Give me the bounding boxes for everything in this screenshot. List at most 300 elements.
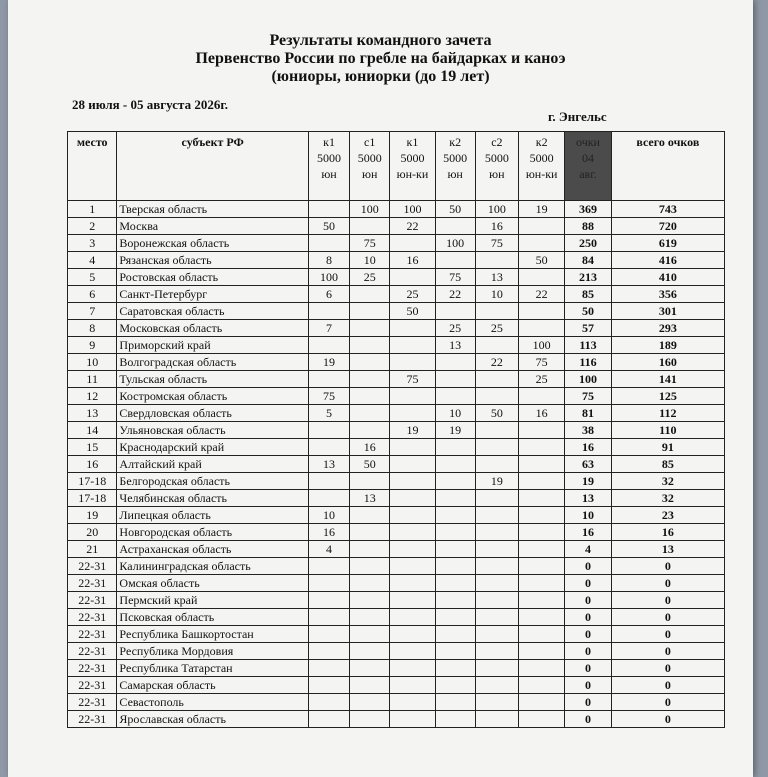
c1-jun-cell xyxy=(350,711,390,728)
k1-jun-cell: 4 xyxy=(308,541,349,558)
points-cell: 116 xyxy=(565,354,611,371)
k1-junki-cell xyxy=(390,592,435,609)
region-cell: Самарская область xyxy=(117,677,309,694)
c1-jun-cell xyxy=(350,524,390,541)
total-cell: 0 xyxy=(611,575,724,592)
k1-junki-cell xyxy=(390,456,435,473)
k1-jun-cell xyxy=(308,439,349,456)
c2-jun-cell xyxy=(475,456,518,473)
region-cell: Челябинская область xyxy=(117,490,309,507)
k1-jun-cell xyxy=(308,422,349,439)
header-row xyxy=(68,132,725,201)
c2-jun-cell xyxy=(475,337,518,354)
region-cell: Тверская область xyxy=(117,201,309,218)
points-cell: 88 xyxy=(565,218,611,235)
k1-jun-cell xyxy=(308,303,349,320)
c2-jun-cell xyxy=(475,541,518,558)
place-cell: 22-31 xyxy=(68,711,117,728)
col-k1-jun: к1 5000 юн xyxy=(308,132,349,201)
total-cell: 16 xyxy=(611,524,724,541)
k1-jun-cell xyxy=(308,371,349,388)
k2-junki-cell xyxy=(519,473,565,490)
k1-jun-cell xyxy=(308,490,349,507)
place-cell: 17-18 xyxy=(68,473,117,490)
points-cell: 38 xyxy=(565,422,611,439)
total-cell: 293 xyxy=(611,320,724,337)
table-row xyxy=(68,456,725,473)
c1-jun-cell xyxy=(350,541,390,558)
place-cell: 6 xyxy=(68,286,117,303)
total-cell: 91 xyxy=(611,439,724,456)
points-cell: 0 xyxy=(565,694,611,711)
k2-junki-cell xyxy=(519,711,565,728)
region-cell: Московская область xyxy=(117,320,309,337)
k2-junki-cell: 16 xyxy=(519,405,565,422)
k1-jun-cell xyxy=(308,337,349,354)
region-cell: Саратовская область xyxy=(117,303,309,320)
col-points-aug4: очки 04 авг. xyxy=(565,132,611,201)
k2-jun-cell: 25 xyxy=(435,320,475,337)
region-cell: Костромская область xyxy=(117,388,309,405)
region-cell: Омская область xyxy=(117,575,309,592)
k2-jun-cell xyxy=(435,626,475,643)
k1-junki-cell: 100 xyxy=(390,201,435,218)
total-cell: 0 xyxy=(611,660,724,677)
k1-jun-cell: 50 xyxy=(308,218,349,235)
k2-jun-cell xyxy=(435,490,475,507)
points-cell: 0 xyxy=(565,609,611,626)
k1-jun-cell xyxy=(308,592,349,609)
total-cell: 356 xyxy=(611,286,724,303)
total-cell: 720 xyxy=(611,218,724,235)
k1-junki-cell xyxy=(390,711,435,728)
table-row xyxy=(68,677,725,694)
k1-jun-cell xyxy=(308,558,349,575)
k1-jun-cell: 75 xyxy=(308,388,349,405)
k2-jun-cell xyxy=(435,694,475,711)
k2-junki-cell xyxy=(519,592,565,609)
points-cell: 84 xyxy=(565,252,611,269)
place-cell: 16 xyxy=(68,456,117,473)
document-category: (юниоры, юниорки (до 19 лет) xyxy=(271,68,490,85)
k2-junki-cell xyxy=(519,507,565,524)
total-cell: 301 xyxy=(611,303,724,320)
k2-junki-cell: 25 xyxy=(519,371,565,388)
col-c1-jun: с1 5000 юн xyxy=(350,132,390,201)
k2-junki-cell xyxy=(519,388,565,405)
total-cell: 0 xyxy=(611,694,724,711)
table-row xyxy=(68,201,725,218)
points-cell: 113 xyxy=(565,337,611,354)
region-cell: Калининградская область xyxy=(117,558,309,575)
k2-junki-cell xyxy=(519,558,565,575)
points-cell: 100 xyxy=(565,371,611,388)
total-cell: 189 xyxy=(611,337,724,354)
points-cell: 4 xyxy=(565,541,611,558)
table-row xyxy=(68,320,725,337)
total-cell: 112 xyxy=(611,405,724,422)
k1-jun-cell xyxy=(308,235,349,252)
table-row xyxy=(68,286,725,303)
k1-jun-cell: 19 xyxy=(308,354,349,371)
points-cell: 57 xyxy=(565,320,611,337)
total-cell: 141 xyxy=(611,371,724,388)
table-row xyxy=(68,524,725,541)
table-row xyxy=(68,337,725,354)
k2-jun-cell: 75 xyxy=(435,269,475,286)
place-cell: 3 xyxy=(68,235,117,252)
c1-jun-cell: 100 xyxy=(350,201,390,218)
points-cell: 0 xyxy=(565,592,611,609)
k1-junki-cell xyxy=(390,507,435,524)
k2-junki-cell xyxy=(519,269,565,286)
table-row xyxy=(68,388,725,405)
k1-jun-cell: 10 xyxy=(308,507,349,524)
region-cell: Приморский край xyxy=(117,337,309,354)
c2-jun-cell xyxy=(475,388,518,405)
k1-junki-cell: 16 xyxy=(390,252,435,269)
c1-jun-cell xyxy=(350,218,390,235)
k2-jun-cell: 13 xyxy=(435,337,475,354)
k1-junki-cell xyxy=(390,609,435,626)
c2-jun-cell: 100 xyxy=(475,201,518,218)
place-cell: 22-31 xyxy=(68,575,117,592)
place-cell: 8 xyxy=(68,320,117,337)
region-cell: Краснодарский край xyxy=(117,439,309,456)
k2-junki-cell xyxy=(519,490,565,507)
table-row xyxy=(68,303,725,320)
points-cell: 0 xyxy=(565,626,611,643)
k2-jun-cell: 19 xyxy=(435,422,475,439)
c2-jun-cell: 22 xyxy=(475,354,518,371)
k2-jun-cell: 22 xyxy=(435,286,475,303)
k1-junki-cell xyxy=(390,388,435,405)
c2-jun-cell xyxy=(475,422,518,439)
c2-jun-cell: 75 xyxy=(475,235,518,252)
total-cell: 0 xyxy=(611,609,724,626)
total-cell: 743 xyxy=(611,201,724,218)
place-cell: 22-31 xyxy=(68,677,117,694)
region-cell: Липецкая область xyxy=(117,507,309,524)
c1-jun-cell xyxy=(350,320,390,337)
place-cell: 20 xyxy=(68,524,117,541)
k1-jun-cell xyxy=(308,609,349,626)
table-row xyxy=(68,235,725,252)
k1-junki-cell xyxy=(390,490,435,507)
points-cell: 0 xyxy=(565,643,611,660)
k2-jun-cell xyxy=(435,252,475,269)
region-cell: Астраханская область xyxy=(117,541,309,558)
k1-junki-cell xyxy=(390,320,435,337)
total-cell: 160 xyxy=(611,354,724,371)
event-city: г. Энгельс xyxy=(548,109,607,124)
table-row xyxy=(68,490,725,507)
col-k2-junki: к2 5000 юн-ки xyxy=(519,132,565,201)
k1-junki-cell xyxy=(390,694,435,711)
table-row xyxy=(68,626,725,643)
total-cell: 125 xyxy=(611,388,724,405)
k1-junki-cell xyxy=(390,473,435,490)
c2-jun-cell xyxy=(475,439,518,456)
points-cell: 213 xyxy=(565,269,611,286)
place-cell: 22-31 xyxy=(68,592,117,609)
col-place: место xyxy=(68,132,117,201)
c1-jun-cell: 13 xyxy=(350,490,390,507)
table-row xyxy=(68,575,725,592)
c2-jun-cell xyxy=(475,558,518,575)
k2-jun-cell: 50 xyxy=(435,201,475,218)
col-c2-jun: с2 5000 юн xyxy=(475,132,518,201)
region-cell: Воронежская область xyxy=(117,235,309,252)
k2-jun-cell xyxy=(435,558,475,575)
c1-jun-cell: 75 xyxy=(350,235,390,252)
k2-jun-cell: 100 xyxy=(435,235,475,252)
k2-junki-cell xyxy=(519,541,565,558)
c2-jun-cell xyxy=(475,252,518,269)
region-cell: Пермский край xyxy=(117,592,309,609)
points-cell: 85 xyxy=(565,286,611,303)
place-cell: 19 xyxy=(68,507,117,524)
k2-junki-cell xyxy=(519,439,565,456)
k1-junki-cell xyxy=(390,643,435,660)
c1-jun-cell xyxy=(350,286,390,303)
table-row xyxy=(68,541,725,558)
k2-junki-cell xyxy=(519,609,565,626)
c1-jun-cell xyxy=(350,660,390,677)
document-subtitle: Первенство России по гребле на байдарках и каноэ xyxy=(195,50,566,67)
k2-junki-cell xyxy=(519,575,565,592)
k1-junki-cell xyxy=(390,558,435,575)
k1-junki-cell xyxy=(390,575,435,592)
k2-junki-cell: 75 xyxy=(519,354,565,371)
c2-jun-cell: 25 xyxy=(475,320,518,337)
c1-jun-cell xyxy=(350,507,390,524)
points-cell: 0 xyxy=(565,677,611,694)
k2-junki-cell xyxy=(519,643,565,660)
k2-jun-cell xyxy=(435,456,475,473)
place-cell: 15 xyxy=(68,439,117,456)
total-cell: 13 xyxy=(611,541,724,558)
c1-jun-cell xyxy=(350,405,390,422)
c2-jun-cell xyxy=(475,371,518,388)
k2-jun-cell xyxy=(435,388,475,405)
total-cell: 23 xyxy=(611,507,724,524)
total-cell: 0 xyxy=(611,643,724,660)
place-cell: 5 xyxy=(68,269,117,286)
c2-jun-cell xyxy=(475,609,518,626)
k1-jun-cell: 100 xyxy=(308,269,349,286)
k1-junki-cell xyxy=(390,337,435,354)
c2-jun-cell xyxy=(475,643,518,660)
k1-junki-cell xyxy=(390,626,435,643)
k1-jun-cell: 7 xyxy=(308,320,349,337)
table-row xyxy=(68,558,725,575)
total-cell: 0 xyxy=(611,711,724,728)
place-cell: 4 xyxy=(68,252,117,269)
k1-jun-cell: 8 xyxy=(308,252,349,269)
total-cell: 110 xyxy=(611,422,724,439)
c1-jun-cell xyxy=(350,388,390,405)
total-cell: 32 xyxy=(611,490,724,507)
c1-jun-cell xyxy=(350,473,390,490)
c1-jun-cell: 10 xyxy=(350,252,390,269)
k2-junki-cell xyxy=(519,320,565,337)
c2-jun-cell: 13 xyxy=(475,269,518,286)
col-k1-junki: к1 5000 юн-ки xyxy=(390,132,435,201)
k1-junki-cell xyxy=(390,269,435,286)
total-cell: 619 xyxy=(611,235,724,252)
c1-jun-cell: 25 xyxy=(350,269,390,286)
col-k2-jun: к2 5000 юн xyxy=(435,132,475,201)
k1-junki-cell xyxy=(390,660,435,677)
total-cell: 416 xyxy=(611,252,724,269)
region-cell: Севастополь xyxy=(117,694,309,711)
region-cell: Республика Башкортостан xyxy=(117,626,309,643)
c2-jun-cell xyxy=(475,592,518,609)
k1-junki-cell xyxy=(390,541,435,558)
k1-jun-cell xyxy=(308,643,349,660)
k2-junki-cell xyxy=(519,677,565,694)
c1-jun-cell xyxy=(350,303,390,320)
k2-jun-cell xyxy=(435,677,475,694)
k1-jun-cell: 16 xyxy=(308,524,349,541)
k1-junki-cell: 75 xyxy=(390,371,435,388)
k1-jun-cell xyxy=(308,660,349,677)
points-cell: 0 xyxy=(565,711,611,728)
k2-jun-cell xyxy=(435,711,475,728)
k2-jun-cell xyxy=(435,303,475,320)
k2-junki-cell: 50 xyxy=(519,252,565,269)
c1-jun-cell xyxy=(350,626,390,643)
c1-jun-cell xyxy=(350,677,390,694)
k2-junki-cell xyxy=(519,694,565,711)
region-cell: Псковская область xyxy=(117,609,309,626)
c2-jun-cell: 50 xyxy=(475,405,518,422)
c2-jun-cell xyxy=(475,490,518,507)
region-cell: Ярославская область xyxy=(117,711,309,728)
place-cell: 21 xyxy=(68,541,117,558)
points-cell: 369 xyxy=(565,201,611,218)
place-cell: 22-31 xyxy=(68,558,117,575)
k1-junki-cell: 19 xyxy=(390,422,435,439)
table-row xyxy=(68,422,725,439)
k1-junki-cell: 50 xyxy=(390,303,435,320)
table-row xyxy=(68,694,725,711)
k2-jun-cell xyxy=(435,660,475,677)
table-row xyxy=(68,405,725,422)
k2-junki-cell xyxy=(519,235,565,252)
c1-jun-cell xyxy=(350,609,390,626)
k1-jun-cell: 5 xyxy=(308,405,349,422)
k2-junki-cell: 100 xyxy=(519,337,565,354)
c1-jun-cell xyxy=(350,422,390,439)
region-cell: Свердловская область xyxy=(117,405,309,422)
region-cell: Республика Мордовия xyxy=(117,643,309,660)
region-cell: Новгородская область xyxy=(117,524,309,541)
region-cell: Москва xyxy=(117,218,309,235)
place-cell: 11 xyxy=(68,371,117,388)
table-row xyxy=(68,660,725,677)
c1-jun-cell xyxy=(350,694,390,711)
total-cell: 85 xyxy=(611,456,724,473)
points-cell: 250 xyxy=(565,235,611,252)
points-cell: 81 xyxy=(565,405,611,422)
points-cell: 75 xyxy=(565,388,611,405)
table-row xyxy=(68,371,725,388)
region-cell: Белгородская область xyxy=(117,473,309,490)
c1-jun-cell xyxy=(350,337,390,354)
table-row xyxy=(68,439,725,456)
k1-junki-cell xyxy=(390,439,435,456)
total-cell: 0 xyxy=(611,677,724,694)
c1-jun-cell xyxy=(350,558,390,575)
k2-junki-cell xyxy=(519,422,565,439)
k1-junki-cell xyxy=(390,354,435,371)
k2-jun-cell: 10 xyxy=(435,405,475,422)
k1-jun-cell xyxy=(308,711,349,728)
place-cell: 12 xyxy=(68,388,117,405)
c1-jun-cell xyxy=(350,371,390,388)
table-row xyxy=(68,643,725,660)
k2-junki-cell xyxy=(519,524,565,541)
c1-jun-cell xyxy=(350,592,390,609)
k1-jun-cell: 13 xyxy=(308,456,349,473)
k2-jun-cell xyxy=(435,609,475,626)
k1-junki-cell: 22 xyxy=(390,218,435,235)
c2-jun-cell xyxy=(475,507,518,524)
document-title: Результаты командного зачета xyxy=(269,32,492,49)
place-cell: 17-18 xyxy=(68,490,117,507)
place-cell: 22-31 xyxy=(68,626,117,643)
place-cell: 22-31 xyxy=(68,643,117,660)
c1-jun-cell xyxy=(350,575,390,592)
k2-junki-cell xyxy=(519,626,565,643)
k2-jun-cell xyxy=(435,439,475,456)
k2-jun-cell xyxy=(435,218,475,235)
k1-junki-cell xyxy=(390,677,435,694)
k2-jun-cell xyxy=(435,643,475,660)
c2-jun-cell xyxy=(475,626,518,643)
points-cell: 0 xyxy=(565,558,611,575)
k1-jun-cell xyxy=(308,677,349,694)
k1-junki-cell xyxy=(390,405,435,422)
k1-jun-cell xyxy=(308,575,349,592)
k1-junki-cell: 25 xyxy=(390,286,435,303)
place-cell: 9 xyxy=(68,337,117,354)
k1-jun-cell: 6 xyxy=(308,286,349,303)
c2-jun-cell xyxy=(475,677,518,694)
k2-jun-cell xyxy=(435,575,475,592)
points-cell: 13 xyxy=(565,490,611,507)
table-row xyxy=(68,711,725,728)
place-cell: 22-31 xyxy=(68,694,117,711)
c1-jun-cell xyxy=(350,643,390,660)
k2-jun-cell xyxy=(435,592,475,609)
region-cell: Ростовская область xyxy=(117,269,309,286)
place-cell: 7 xyxy=(68,303,117,320)
k1-junki-cell xyxy=(390,235,435,252)
c1-jun-cell: 16 xyxy=(350,439,390,456)
points-cell: 10 xyxy=(565,507,611,524)
region-cell: Волгоградская область xyxy=(117,354,309,371)
table-row xyxy=(68,354,725,371)
c1-jun-cell xyxy=(350,354,390,371)
event-dates: 28 июля - 05 августа 2026г. xyxy=(72,97,229,112)
place-cell: 22-31 xyxy=(68,609,117,626)
col-region: субъект РФ xyxy=(117,132,309,201)
points-cell: 0 xyxy=(565,575,611,592)
k2-junki-cell: 22 xyxy=(519,286,565,303)
